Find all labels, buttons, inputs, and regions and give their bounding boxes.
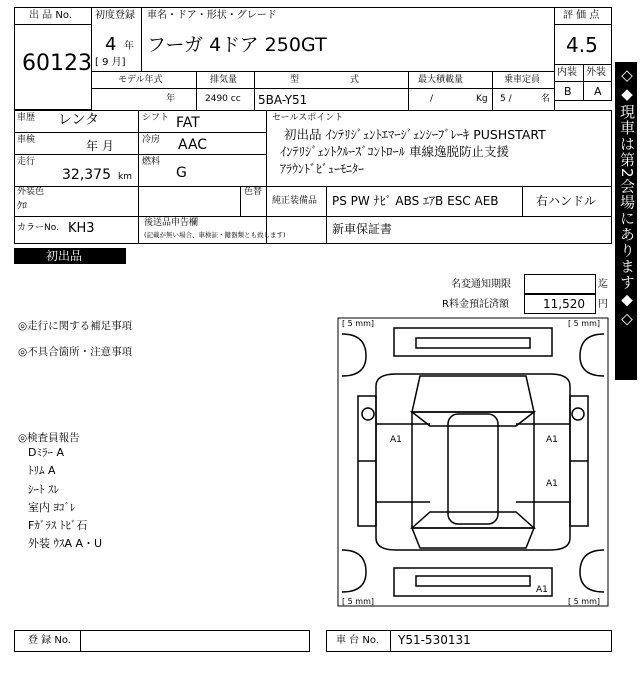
first-listing-text: 初出品 <box>46 249 83 263</box>
first-reg-month: [ 9 月] <box>95 57 126 68</box>
type-label-2: 式 <box>350 75 360 85</box>
color-no-label: カラーNo. <box>17 223 59 233</box>
driving-notes-label: ◎走行に関する補足事項 <box>18 320 133 332</box>
report-line: ｼｰﾄ ｽﾚ <box>28 483 59 496</box>
sales-line-2: ｲﾝﾃﾘｼﾞｪﾝﾄｸﾙｰｽﾞｺﾝﾄﾛｰﾙ 車線逸脱防止支援 <box>280 144 509 159</box>
first-reg-label: 初度登録 <box>95 10 135 21</box>
sales-line-1: 初出品 ｲﾝﾃﾘｼﾞｪﾝﾄｴﾏｰｼﾞｪﾝｼｰﾌﾞﾚｰｷ PUSHSTART <box>284 127 546 142</box>
report-line: ﾄﾘﾑ A <box>28 464 56 477</box>
mileage-value: 32,375 <box>62 167 111 183</box>
shaken-value: 年 月 <box>86 139 114 153</box>
tire-depth-bottom-right: [ 5 mm] <box>568 597 601 606</box>
venue-notice-text: ◇◆現車は第2会場にあります◆◇ <box>618 66 636 329</box>
load-unit: Kg <box>476 94 488 104</box>
capacity-value: 5 / <box>500 94 512 104</box>
model-year-label: モデル年式 <box>118 75 163 85</box>
lot-label: 出 品 No. <box>29 10 72 21</box>
capacity-label: 乗車定員 <box>504 75 541 85</box>
lot-label-cell <box>14 7 92 25</box>
first-listing-tag <box>14 248 126 264</box>
type-label: 型 <box>290 75 300 85</box>
report-line: 室内 ﾖｺﾞﾚ <box>28 501 76 514</box>
model-year-unit: 年 <box>166 94 176 104</box>
equipment-label: 純正装備品 <box>272 196 318 206</box>
ac-label: 冷房 <box>142 135 161 145</box>
first-reg-year: 4 <box>105 34 117 55</box>
tire-depth-top-left: [ 5 mm] <box>342 319 375 328</box>
warranty-value: 新車保証書 <box>332 222 393 236</box>
exterior-grade: A <box>594 85 602 98</box>
score-value: 4.5 <box>566 33 598 57</box>
color-change-label: 色替 <box>244 187 263 197</box>
name-change-box <box>524 274 596 294</box>
report-line: 外装 ｳｽA A・U <box>28 537 103 550</box>
shaken-label: 車検 <box>17 135 36 145</box>
first-reg-year-unit: 年 <box>124 41 134 52</box>
displacement-value: 2490 cc <box>205 94 241 104</box>
shift-label: シフト <box>142 113 170 123</box>
chassis-no-label: 車 台 No. <box>336 635 379 646</box>
load-label: 最大積載量 <box>418 75 464 85</box>
venue-notice <box>615 62 637 380</box>
tire-depth-top-right: [ 5 mm] <box>568 319 601 328</box>
defect-notes-label: ◎不具合箇所・注意事項 <box>18 346 133 358</box>
mileage-label: 走行 <box>17 157 36 167</box>
equipment-value: PS PW ﾅﾋﾞ ABS ｴｱB ESC AEB <box>332 194 499 208</box>
history-value: レンタ <box>58 112 100 128</box>
displacement-label: 排気量 <box>210 75 238 85</box>
color-no-value: KH3 <box>68 221 95 236</box>
fuel-label: 燃料 <box>142 157 161 167</box>
report-line: Fｶﾞﾗｽ ﾄﾋﾞ石 <box>28 519 88 532</box>
damage-mark-left-door: A1 <box>390 435 402 445</box>
interior-grade: B <box>564 85 572 98</box>
damage-mark-rear: A1 <box>536 585 548 595</box>
mileage-unit: km <box>118 172 132 182</box>
recycle-unit: 円 <box>598 299 608 310</box>
damage-mark-right-door: A1 <box>546 435 558 445</box>
inspector-report-label: ◎検査員報告 <box>18 432 80 444</box>
score-label: 評 価 点 <box>563 10 600 21</box>
interior-label: 内装 <box>557 67 577 78</box>
ext-color-label: 外装色 <box>17 187 45 197</box>
handle-value: 右ハンドル <box>536 194 597 208</box>
aftermarket-note: (記載が無い場合、車検証・鍵器類とも致します) <box>144 231 286 239</box>
ac-value: AAC <box>178 137 208 153</box>
tire-depth-bottom-left: [ 5 mm] <box>342 597 375 606</box>
sales-point-label: セールスポイント <box>272 113 344 123</box>
lot-number-cell <box>14 24 92 110</box>
ext-color-value: ｸﾛ <box>17 201 27 212</box>
car-name: フーガ 4ドア 250GT <box>147 34 327 56</box>
load-value: / <box>430 94 434 104</box>
exterior-label: 外装 <box>586 67 606 78</box>
recycle-value: 11,520 <box>543 297 585 311</box>
report-line: Dﾐﾗｰ A <box>28 446 64 459</box>
sales-line-3: ｱﾗｳﾝﾄﾞﾋﾞｭｰﾓﾆﾀｰ <box>280 162 365 176</box>
shift-value: FAT <box>176 115 200 131</box>
chassis-no-value: Y51-530131 <box>398 633 471 647</box>
aftermarket-label: 後送品申告欄 <box>144 218 199 228</box>
history-label: 車歴 <box>17 113 36 123</box>
name-change-unit: 迄 <box>598 279 608 290</box>
car-name-label: 車名・ドア・形状・グレード <box>147 10 277 21</box>
lot-number: 60123 <box>22 51 92 76</box>
car-damage-diagram <box>336 316 610 608</box>
type-value: 5BA-Y51 <box>258 93 308 107</box>
recycle-label: R料金預託済額 <box>442 299 509 310</box>
name-change-label: 名変通知期限 <box>451 279 511 290</box>
damage-mark-right-rear: A1 <box>546 479 558 489</box>
capacity-unit: 名 <box>541 94 551 104</box>
fuel-value: G <box>176 165 187 181</box>
reg-no-label: 登 録 No. <box>28 635 71 646</box>
